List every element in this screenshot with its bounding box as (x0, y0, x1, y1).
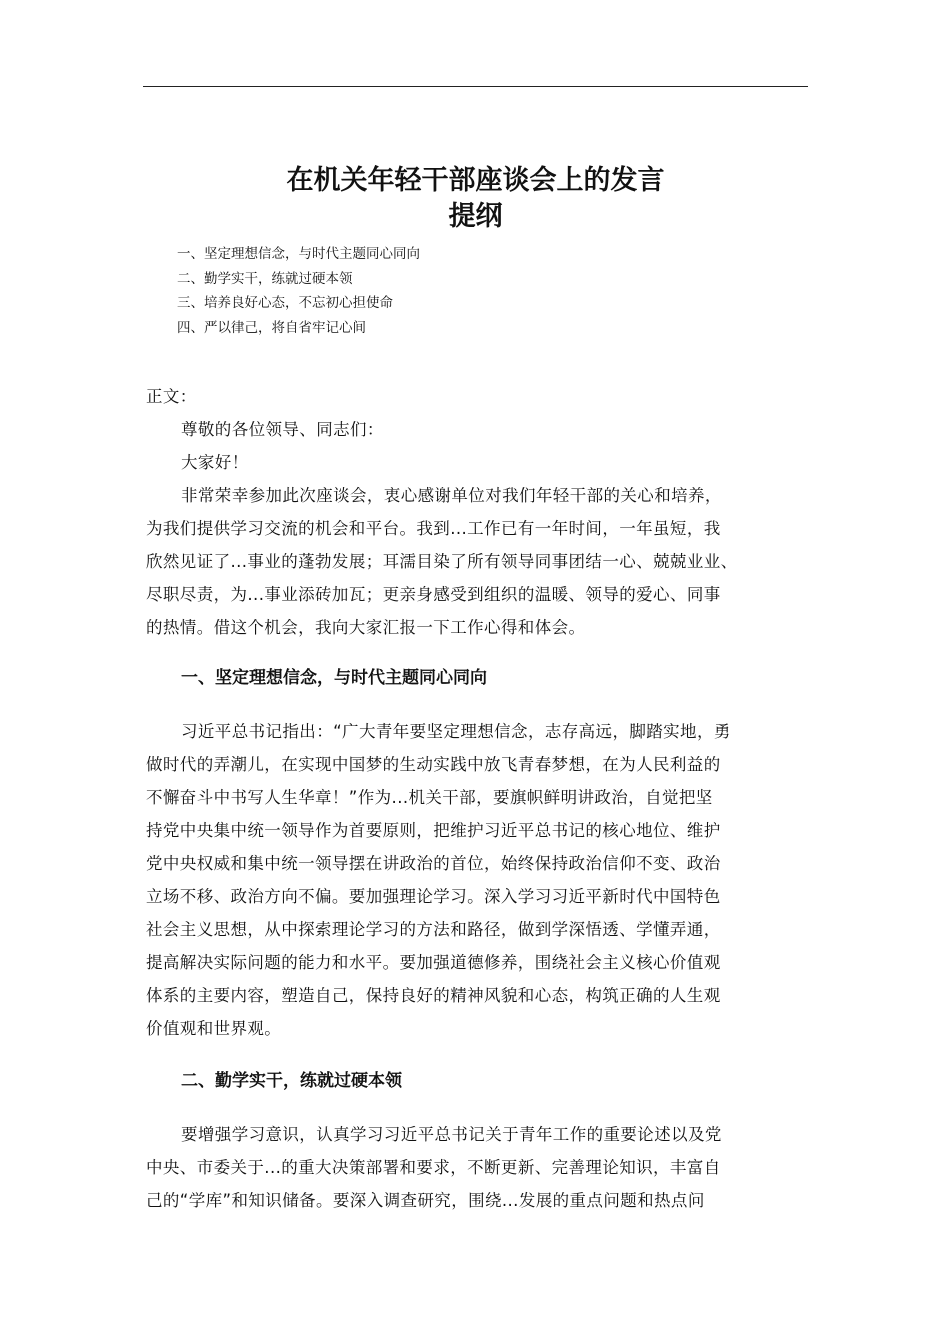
outline-item: 一、坚定理想信念，与时代主题同心同向 (177, 246, 420, 262)
paragraph-line: 持党中央集中统一领导作为首要原则，把维护习近平总书记的核心地位、维护 (146, 821, 721, 840)
paragraph-line: 的热情。借这个机会，我向大家汇报一下工作心得和体会。 (146, 618, 586, 637)
document-title: 在机关年轻干部座谈会上的发言 (286, 165, 665, 196)
section-heading: 一、坚定理想信念，与时代主题同心同向 (181, 668, 487, 688)
section-heading: 二、勤学实干，练就过硬本领 (181, 1071, 402, 1091)
paragraph-line: 尽职尽责，为...事业添砖加瓦；更亲身感受到组织的温暖、领导的爱心、同事 (146, 585, 721, 604)
paragraph-line: 社会主义思想，从中探索理论学习的方法和路径，做到学深悟透、学懂弄通， (146, 920, 721, 939)
salutation: 尊敬的各位领导、同志们： (181, 420, 384, 439)
paragraph-line: 立场不移、政治方向不偏。要加强理论学习。深入学习习近平新时代中国特色 (146, 887, 721, 906)
paragraph-line: 价值观和世界观。 (146, 1019, 282, 1038)
section2-body (146, 1118, 806, 1217)
paragraph-line: 为我们提供学习交流的机会和平台。我到...工作已有一年时间，一年虽短，我 (146, 519, 721, 538)
paragraph-line: 不懈奋斗中书写人生华章！”作为...机关干部，要旗帜鲜明讲政治，自觉把坚 (146, 788, 713, 807)
paragraph-line: 要增强学习意识，认真学习习近平总书记关于青年工作的重要论述以及党 (181, 1125, 722, 1144)
paragraph-line: 党中央权威和集中统一领导摆在讲政治的首位，始终保持政治信仰不变、政治 (146, 854, 721, 873)
greeting: 大家好！ (181, 453, 249, 472)
paragraph-line: 提高解决实际问题的能力和水平。要加强道德修养，围绕社会主义核心价值观 (146, 953, 721, 972)
paragraph-line: 欣然见证了...事业的蓬勃发展；耳濡目染了所有领导同事团结一心、兢兢业业、 (146, 552, 738, 571)
body-label: 正文： (146, 387, 197, 406)
intro-block (146, 380, 806, 644)
section1-body (146, 715, 806, 1045)
header-rule (143, 86, 808, 87)
document-title-line2: 提纲 (448, 201, 503, 232)
paragraph-line: 己的“学库”和知识储备。要深入调查研究，围绕...发展的重点问题和热点问 (146, 1191, 705, 1210)
paragraph-line: 非常荣幸参加此次座谈会，衷心感谢单位对我们年轻干部的关心和培养， (181, 486, 722, 505)
outline-item: 三、培养良好心态，不忘初心担使命 (177, 295, 393, 311)
paragraph-line: 做时代的弄潮儿，在实现中国梦的生动实践中放飞青春梦想，在为人民利益的 (146, 755, 721, 774)
outline-list (177, 242, 420, 340)
paragraph-line: 体系的主要内容，塑造自己，保持良好的精神风貌和心态，构筑正确的人生观 (146, 986, 721, 1005)
outline-item: 四、严以律己，将自省牢记心间 (177, 319, 366, 336)
outline-item: 二、勤学实干，练就过硬本领 (177, 270, 353, 287)
paragraph-line: 习近平总书记指出：“广大青年要坚定理想信念，志存高远，脚踏实地，勇 (181, 722, 731, 741)
paragraph-line: 中央、市委关于...的重大决策部署和要求，不断更新、完善理论知识，丰富自 (146, 1158, 721, 1177)
